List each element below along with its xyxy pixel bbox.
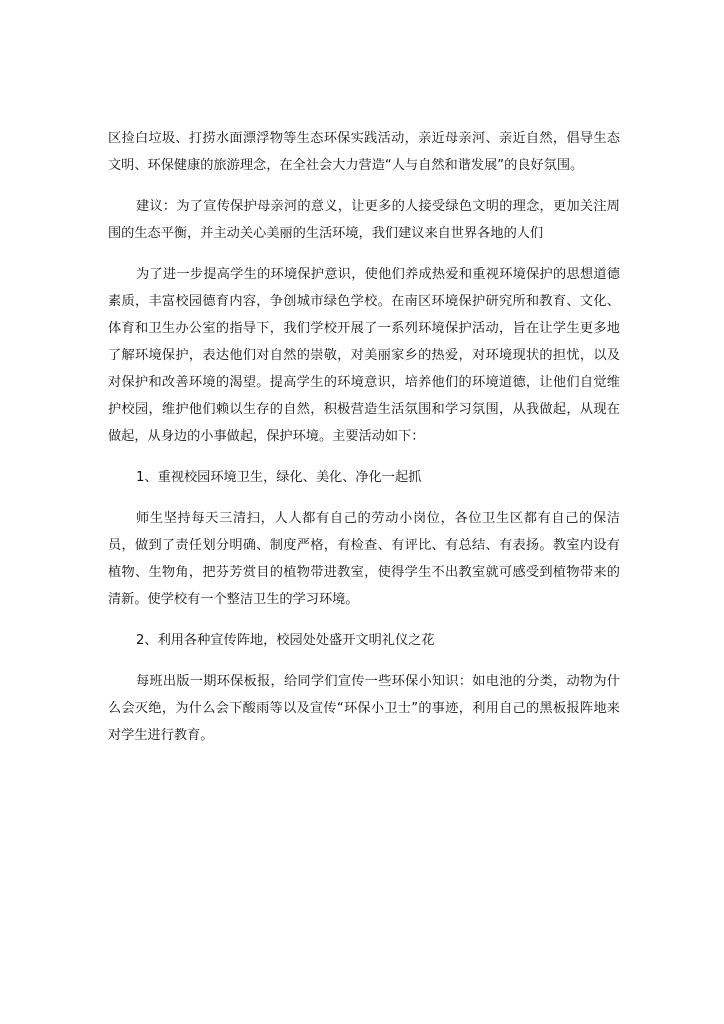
section-heading-2: 2、利用各种宣传阵地，校园处处盛开文明礼仪之花: [136, 633, 435, 648]
paragraph-activity-summary: 区捡白垃圾、打捞水面漂浮物等生态环保实践活动，亲近母亲河、亲近自然，倡导生态文明、环保健康的旅游理念，在全社会大力营造“人与自然和谐发展”的良好氛围。: [108, 131, 620, 173]
document-page: [108, 125, 620, 749]
section-heading-1: 1、重视校园环境卫生，绿化、美化、净化一起抓: [136, 470, 422, 485]
paragraph-cleaning: 师生坚持每天三清扫，人人都有自己的劳动小岗位，各位卫生区都有自己的保洁员，做到了责任划分明确、制度严格，有检查、有评比、有总结、有表扬。教室内设有植物、生物角，把芬芳赏目的植物带进教室，使得学生不出教室就可感受到植物带来的清新。使学校有一个整洁卫生的学习环境。: [108, 511, 620, 607]
paragraph-school-environment: 为了进一步提高学生的环境保护意识，使他们养成热爱和重视环境保护的思想道德素质，丰富校园德育内容，争创城市绿色学校。在南区环境保护研究所和教育、文化、体育和卫生办公室的指导下，我们学校开展了一系列环境保护活动，旨在让学生更多地了解环境保护，表达他们对自然的崇敬，对美丽家乡的热爱，对环境现状的担忧，以及对保护和改善环境的渴望。提高学生的环境意识，培养他们的环境道德，让他们自觉维护校园，维护他们赖以生存的自然，积极营造生活氛围和学习氛围，从我做起，从现在做起，从身边的小事做起，保护环境。主要活动如下：: [108, 267, 620, 444]
paragraph-blackboard: 每班出版一期环保板报，给同学们宣传一些环保小知识：如电池的分类，动物为什么会灭绝，为什么会下酸雨等以及宣传“环保小卫士”的事迹，利用自己的黑板报阵地来对学生进行教育。: [108, 674, 620, 743]
paragraph-suggestion: 建议：为了宣传保护母亲河的意义，让更多的人接受绿色文明的理念，更加关注周围的生态平衡，并主动关心美丽的生活环境，我们建议来自世界各地的人们: [108, 199, 620, 241]
